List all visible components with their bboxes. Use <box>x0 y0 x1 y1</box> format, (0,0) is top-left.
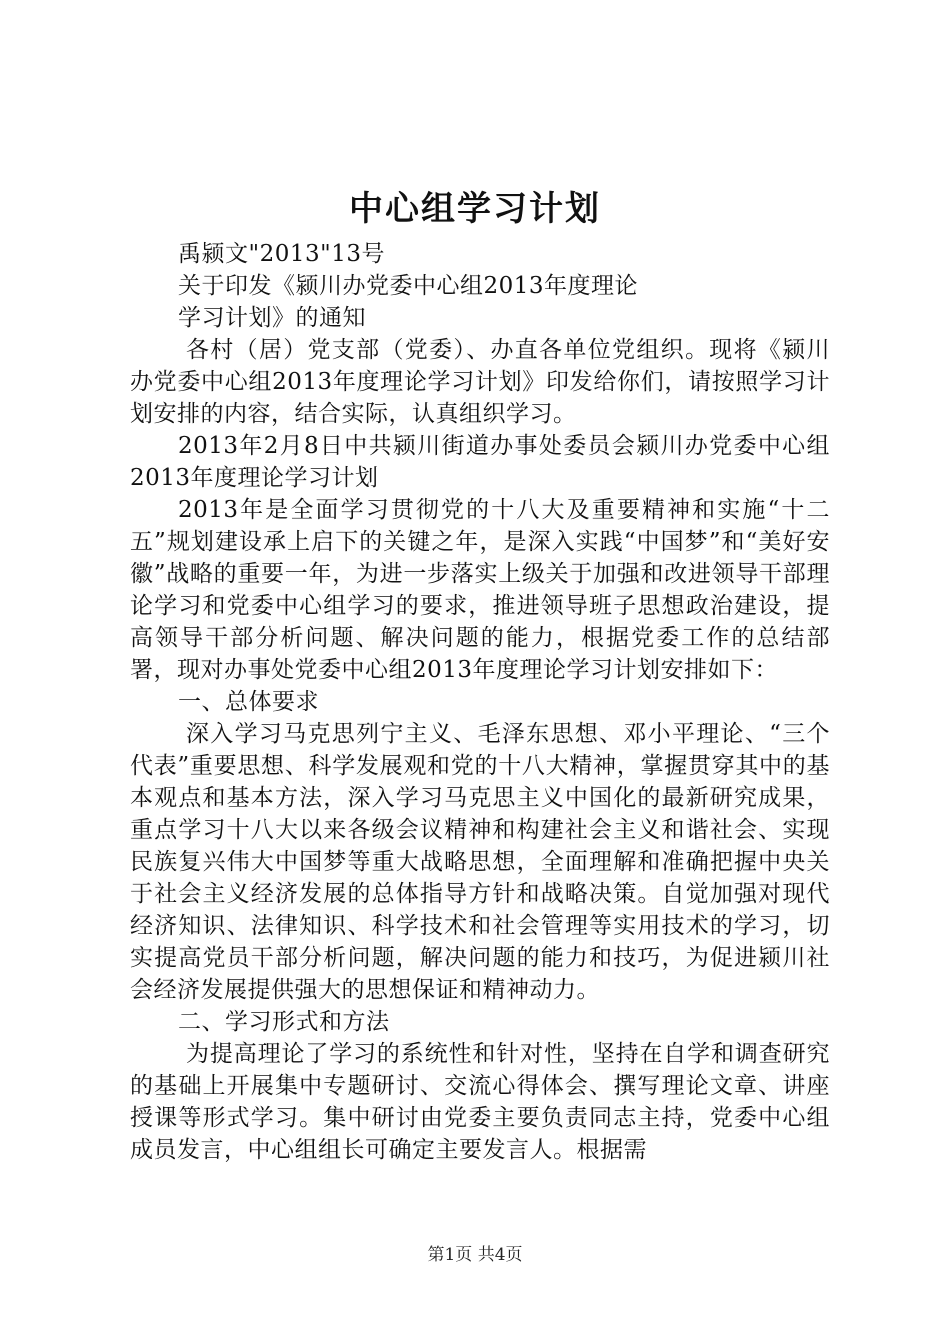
paragraph-recipients: 各村（居）党支部（党委）、办直各单位党组织。现将《颍川办党委中心组2013年度理论学习计划》印发给你们，请按照学习计划安排的内容，结合实际，认真组织学习。 <box>130 337 830 427</box>
paragraph-introduction: 2013年是全面学习贯彻党的十八大及重要精神和实施“十二五”规划建设承上启下的关键之年，是深入实践“中国梦”和“美好安徽”战略的重要一年，为进一步落实上级关于加强和改进领导干部理论学习和党委中心组学习的要求，推进领导班子思想政治建设，提高领导干部分析问题、解决问题的能力，根据党委工作的总结部署，现对办事处党委中心组2013年度理论学习计划安排如下： <box>130 497 830 683</box>
notice-title-line-1: 关于印发《颍川办党委中心组2013年度理论 <box>178 273 639 299</box>
paragraph-study-methods: 为提高理论了学习的系统性和针对性，坚持在自学和调查研究的基础上开展集中专题研讨、交流心得体会、撰写理论文章、讲座授课等形式学习。集中研讨由党委主要负责同志主持，党委中心组成员发言，中心组组长可确定主要发言人。根据需 <box>130 1041 830 1163</box>
paragraph-date-heading: 2013年2月8日中共颍川街道办事处委员会颍川办党委中心组2013年度理论学习计划 <box>130 433 830 491</box>
paragraph-general-requirements: 深入学习马克思列宁主义、毛泽东思想、邓小平理论、“三个代表”重要思想、科学发展观和党的十八大精神，掌握贯穿其中的基本观点和基本方法，深入学习马克思主义中国化的最新研究成果，重点学习十八大以来各级会议精神和构建社会主义和谐社会、实现民族复兴伟大中国梦等重大战略思想，全面理解和准确把握中央关于社会主义经济发展的总体指导方针和战略决策。自觉加强对现代经济知识、法律知识、科学技术和社会管理等实用技术的学习，切实提高党员干部分析问题，解决问题的能力和技巧，为促进颍川社会经济发展提供强大的思想保证和精神动力。 <box>130 721 830 1003</box>
document-title: 中心组学习计划 <box>349 189 601 229</box>
section-heading-general-requirements: 一、总体要求 <box>178 689 319 715</box>
document-body <box>130 238 830 1166</box>
page-footer: 第1页 共4页 <box>427 1245 523 1265</box>
section-heading-study-methods: 二、学习形式和方法 <box>178 1009 390 1035</box>
notice-title-line-2: 学习计划》的通知 <box>178 305 366 331</box>
document-number: 禹颍文"2013"13号 <box>178 241 385 267</box>
